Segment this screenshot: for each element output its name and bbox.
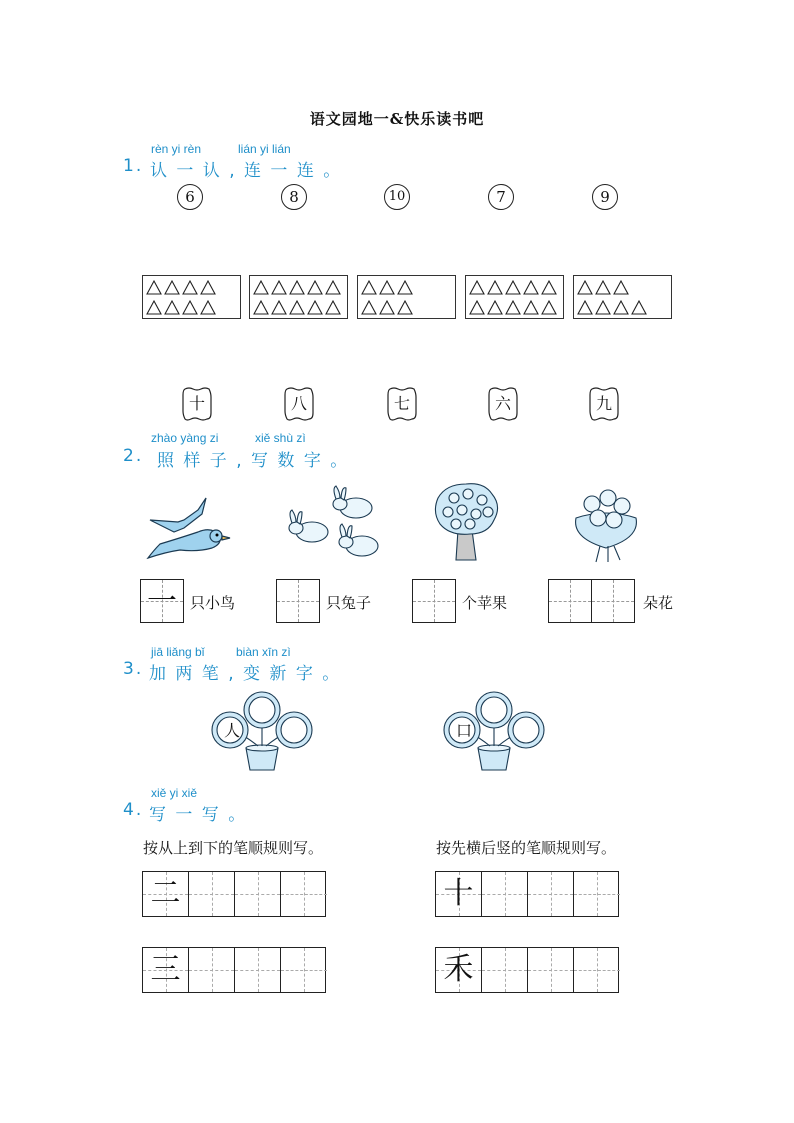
q2-number: 2. xyxy=(123,446,144,466)
flower-bouquet-icon xyxy=(570,482,642,566)
triangle-box[interactable] xyxy=(465,275,564,319)
card-text: 六 xyxy=(494,394,511,413)
answer-grid-box[interactable] xyxy=(140,579,184,623)
answer-grid-box[interactable] xyxy=(548,579,592,623)
card-text: 十 xyxy=(188,394,205,413)
triangle-box[interactable] xyxy=(357,275,456,319)
model-char: 禾 xyxy=(443,952,474,987)
writing-cell[interactable] xyxy=(189,872,235,916)
writing-cell[interactable] xyxy=(528,948,574,992)
q2-pinyin-a: zhào yàng zi xyxy=(151,431,219,445)
triangle-box[interactable] xyxy=(142,275,241,319)
chinese-numeral-card[interactable] xyxy=(588,387,620,421)
writing-grid-row[interactable] xyxy=(142,947,326,993)
number-circle[interactable]: 7 xyxy=(488,184,514,210)
q2-question: 照 样 子 , 写 数 字 。 xyxy=(157,451,350,471)
writing-grid-row[interactable] xyxy=(142,871,326,917)
right-instruction: 按先横后竖的笔顺规则写。 xyxy=(436,839,617,857)
writing-cell[interactable] xyxy=(235,948,281,992)
answer-char xyxy=(592,580,634,622)
triangle-box[interactable] xyxy=(573,275,672,319)
number-circle[interactable]: 8 xyxy=(281,184,307,210)
q3-question: 加 两 笔 , 变 新 字 。 xyxy=(149,664,342,684)
writing-cell[interactable] xyxy=(235,872,281,916)
unit-label: 个苹果 xyxy=(462,594,508,612)
q4-question: 写 一 写 。 xyxy=(149,805,248,825)
triangle-box[interactable] xyxy=(249,275,348,319)
triangles-icon xyxy=(574,276,671,318)
card-text: 七 xyxy=(393,394,410,413)
model-char: 二 xyxy=(150,876,181,911)
number-circle[interactable]: 10 xyxy=(384,184,410,210)
unit-label: 只兔子 xyxy=(326,594,372,612)
apple-tree-icon xyxy=(430,480,502,564)
triangles-icon xyxy=(358,276,455,318)
answer-char: 一 xyxy=(147,584,177,619)
unit-label: 朵花 xyxy=(643,594,674,612)
card-text: 八 xyxy=(290,394,307,413)
answer-char xyxy=(277,580,319,622)
q3-pinyin-a: jiā liǎng bǐ xyxy=(151,645,205,659)
number-circle[interactable]: 9 xyxy=(592,184,618,210)
number-circle[interactable]: 6 xyxy=(177,184,203,210)
writing-grid-row[interactable] xyxy=(435,947,619,993)
writing-cell[interactable] xyxy=(482,948,528,992)
q2-pinyin-b: xiě shù zì xyxy=(255,431,306,445)
triangles-icon xyxy=(250,276,347,318)
writing-cell[interactable] xyxy=(281,948,327,992)
q1-pinyin-a: rèn yi rèn xyxy=(151,142,202,156)
answer-grid-box[interactable] xyxy=(276,579,320,623)
left-instruction: 按从上到下的笔顺规则写。 xyxy=(143,839,324,857)
triangles-icon xyxy=(143,276,240,318)
writing-grid-row[interactable] xyxy=(435,871,619,917)
q1-question: 认 一 认 , 连 一 连 。 xyxy=(150,161,343,181)
answer-grid-box[interactable] xyxy=(591,579,635,623)
chinese-numeral-card[interactable] xyxy=(181,387,213,421)
chinese-numeral-card[interactable] xyxy=(283,387,315,421)
triangles-icon xyxy=(466,276,563,318)
chinese-numeral-card[interactable] xyxy=(487,387,519,421)
q4-pinyin: xiě yi xiě xyxy=(151,786,198,800)
model-char: 三 xyxy=(150,952,181,987)
chinese-numeral-card[interactable] xyxy=(386,387,418,421)
base-char: 口 xyxy=(455,721,472,740)
model-char: 十 xyxy=(443,876,474,911)
writing-cell[interactable] xyxy=(281,872,327,916)
writing-cell[interactable] xyxy=(482,872,528,916)
writing-cell[interactable] xyxy=(528,872,574,916)
answer-grid-box[interactable] xyxy=(412,579,456,623)
bird-icon xyxy=(140,492,232,564)
q1-number: 1. xyxy=(123,156,144,176)
card-text: 九 xyxy=(595,394,612,413)
unit-label: 只小鸟 xyxy=(190,594,236,612)
answer-char xyxy=(413,580,455,622)
writing-cell[interactable] xyxy=(189,948,235,992)
q3-number: 3. xyxy=(123,659,144,679)
writing-cell[interactable] xyxy=(574,872,620,916)
page-title: 语文园地一&快乐读书吧 xyxy=(309,110,485,128)
rabbits-icon xyxy=(278,484,382,562)
base-char: 人 xyxy=(223,721,240,740)
q4-number: 4. xyxy=(123,800,144,820)
q1-pinyin-b: lián yi lián xyxy=(238,142,291,156)
writing-cell[interactable] xyxy=(574,948,620,992)
q3-pinyin-b: biàn xīn zì xyxy=(236,645,291,659)
